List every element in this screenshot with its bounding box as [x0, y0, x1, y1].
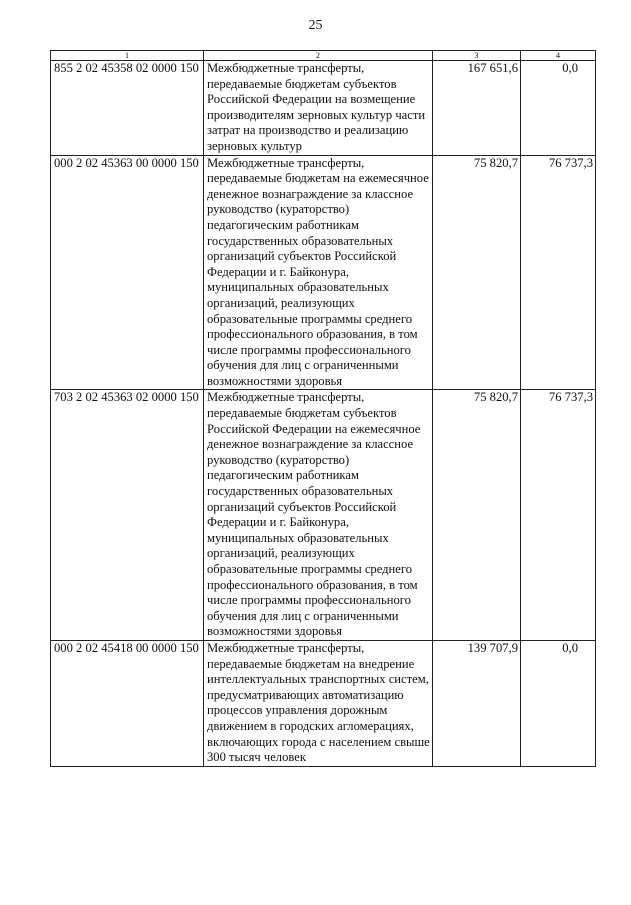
income-name-line: руководство (кураторство): [207, 202, 350, 217]
income-name-line: движением в городских агломерациях,: [207, 718, 414, 733]
income-name-line: Межбюджетные трансферты,: [207, 61, 365, 75]
income-name-line: Федерации и г. Байконура,: [207, 264, 349, 279]
page-number: 25: [308, 18, 323, 33]
budget-code-cell: 000 2 02 45418 00 0000 150: [51, 640, 204, 766]
column-number-row: [51, 51, 596, 61]
table-row: [51, 155, 596, 390]
amount-year-1-cell: 75 820,7: [433, 390, 521, 641]
income-name-cell: [204, 61, 433, 156]
table-row: [51, 640, 596, 766]
column-number: 4: [521, 51, 596, 61]
income-name-line: педагогическим работникам: [207, 468, 359, 483]
budget-code-cell: 000 2 02 45363 00 0000 150: [51, 155, 204, 390]
income-name-line: передаваемые бюджетам на ежемесячное: [207, 171, 429, 186]
income-name-line: Российской Федерации на возмещение: [207, 92, 416, 107]
table-row: [51, 61, 596, 156]
income-name-line: возможностями здоровья: [207, 624, 343, 639]
income-name-line: организаций субъектов Российской: [207, 249, 397, 264]
income-name-line: муниципальных образовательных: [207, 530, 389, 545]
amount-year-2-cell: 76 737,3: [521, 155, 596, 390]
income-name-line: государственных образовательных: [207, 233, 394, 248]
income-name-line: интеллектуальных транспортных систем,: [207, 672, 429, 687]
amount-year-2-cell: 76 737,3: [521, 390, 596, 641]
income-name-line: организаций, реализующих: [207, 295, 355, 310]
income-name-line: Российской Федерации на ежемесячное: [207, 421, 421, 436]
amount-year-1-cell: 167 651,6: [433, 61, 521, 156]
income-name-line: числе программы профессионального: [207, 593, 411, 608]
amount-year-1-cell: 75 820,7: [433, 155, 521, 390]
income-name-line: затрат на производство и реализацию: [207, 123, 409, 138]
income-name-cell: [204, 640, 433, 766]
income-name-line: денежное вознаграждение за классное: [207, 437, 414, 452]
column-number: 2: [204, 51, 433, 61]
income-name-line: зерновых культур: [207, 138, 302, 153]
table-row: [51, 390, 596, 641]
column-number: 1: [51, 51, 204, 61]
income-name-line: Межбюджетные трансферты,: [207, 155, 365, 170]
amount-year-1-cell: 139 707,9: [433, 640, 521, 766]
income-name-line: руководство (кураторство): [207, 452, 350, 467]
income-name-line: организаций субъектов Российской: [207, 499, 397, 514]
budget-code-cell: 855 2 02 45358 02 0000 150: [51, 61, 204, 156]
income-name-line: образовательные программы среднего: [207, 311, 413, 326]
budget-table: [50, 50, 596, 767]
income-name-line: обучения для лиц с ограниченными: [207, 608, 399, 623]
income-name-line: включающих города с населением свыше: [207, 734, 430, 749]
income-name-line: числе программы профессионального: [207, 342, 411, 357]
income-name-line: Межбюджетные трансферты,: [207, 390, 365, 405]
budget-code-cell: 703 2 02 45363 02 0000 150: [51, 390, 204, 641]
income-name-cell: [204, 390, 433, 641]
income-name-line: денежное вознаграждение за классное: [207, 186, 414, 201]
income-name-line: процессов управления дорожным: [207, 703, 388, 718]
income-name-line: обучения для лиц с ограниченными: [207, 358, 399, 373]
income-name-line: 300 тысяч человек: [207, 750, 306, 765]
amount-year-2-cell: 0,0: [521, 61, 596, 156]
income-name-line: государственных образовательных: [207, 484, 394, 499]
income-name-line: возможностями здоровья: [207, 373, 343, 388]
income-name-line: производителям зерновых культур части: [207, 107, 426, 122]
income-name-line: образовательные программы среднего: [207, 562, 413, 576]
income-name-line: муниципальных образовательных: [207, 280, 389, 295]
income-name-line: профессионального образования, в том: [207, 577, 418, 592]
income-name-line: передаваемые бюджетам субъектов: [207, 406, 397, 421]
income-name-line: Федерации и г. Байконура,: [207, 515, 349, 530]
income-name-line: педагогическим работникам: [207, 217, 359, 232]
income-name-line: организаций, реализующих: [207, 546, 355, 561]
column-number: 3: [433, 51, 521, 61]
income-name-line: передаваемые бюджетам на внедрение: [207, 656, 415, 671]
income-name-cell: [204, 155, 433, 390]
amount-year-2-cell: 0,0: [521, 640, 596, 766]
income-name-line: передаваемые бюджетам субъектов: [207, 76, 397, 91]
income-name-line: Межбюджетные трансферты,: [207, 640, 365, 655]
income-name-line: профессионального образования, в том: [207, 327, 418, 342]
income-name-line: предусматривающих автоматизацию: [207, 687, 404, 702]
